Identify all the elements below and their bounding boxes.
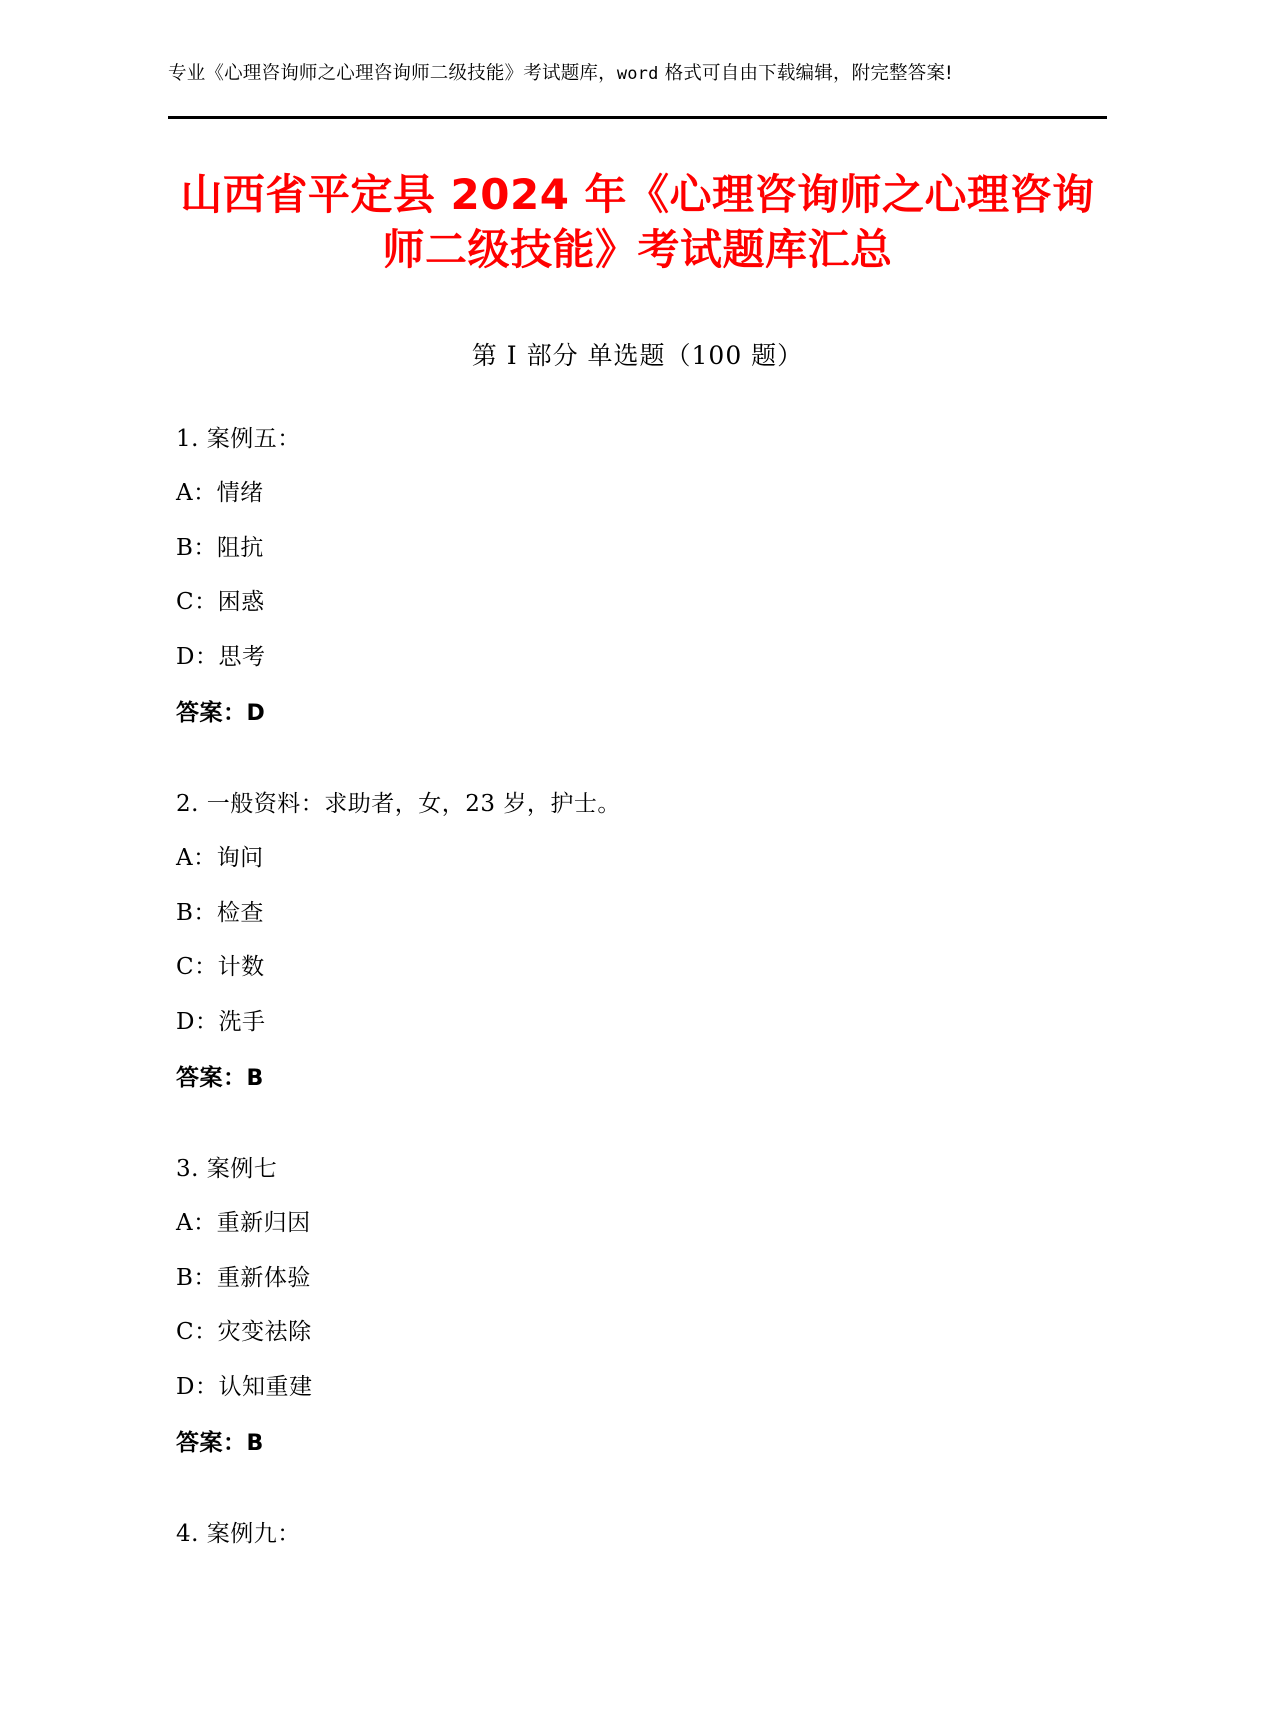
question-option: D：思考 <box>176 643 266 670</box>
question-item <box>168 1517 1107 1552</box>
horizontal-divider <box>168 116 1107 119</box>
question-item <box>168 787 1107 1096</box>
question-answer <box>176 696 1107 731</box>
answer-value: B <box>246 1431 264 1457</box>
answer-value: B <box>246 1066 264 1092</box>
header-note-text-2: 格式可自由下载编辑，附完整答案! <box>658 63 953 84</box>
question-stem: 4. 案例九： <box>176 1520 301 1547</box>
question-option: A：情绪 <box>176 480 264 507</box>
section-heading: 第 I 部分 单选题（100 题） <box>471 340 804 370</box>
question-option: B：重新体验 <box>176 1264 311 1291</box>
question-item <box>168 1152 1107 1461</box>
question-option: B：阻抗 <box>176 534 264 561</box>
page-title: 山西省平定县 2024 年《心理咨询师之心理咨询师二级技能》考试题库汇总 <box>180 169 1095 275</box>
answer-value: D <box>246 701 266 727</box>
question-item <box>168 422 1107 731</box>
question-stem: 1. 案例五： <box>176 425 301 452</box>
answer-label: 答案： <box>176 699 247 727</box>
header-note-word-format: word <box>616 64 659 84</box>
question-option: C：困惑 <box>176 589 265 616</box>
question-option: C：灾变祛除 <box>176 1319 312 1346</box>
header-note-text-1: 专业《心理咨询师之心理咨询师二级技能》考试题库， <box>168 63 617 84</box>
question-option: B：检查 <box>176 899 264 926</box>
question-option: A：重新归因 <box>176 1210 311 1237</box>
question-option: C：计数 <box>176 954 265 981</box>
question-option: D：洗手 <box>176 1008 266 1035</box>
question-stem: 2. 一般资料：求助者，女，23 岁，护士。 <box>176 790 621 817</box>
header-note <box>168 58 1107 90</box>
page-bottom-margin <box>168 1551 1107 1671</box>
question-option: A：询问 <box>176 845 264 872</box>
answer-label: 答案： <box>176 1064 247 1092</box>
question-answer <box>176 1061 1107 1096</box>
question-stem: 3. 案例七 <box>176 1155 278 1182</box>
question-option: D：认知重建 <box>176 1373 313 1400</box>
question-answer <box>176 1426 1107 1461</box>
answer-label: 答案： <box>176 1429 247 1457</box>
